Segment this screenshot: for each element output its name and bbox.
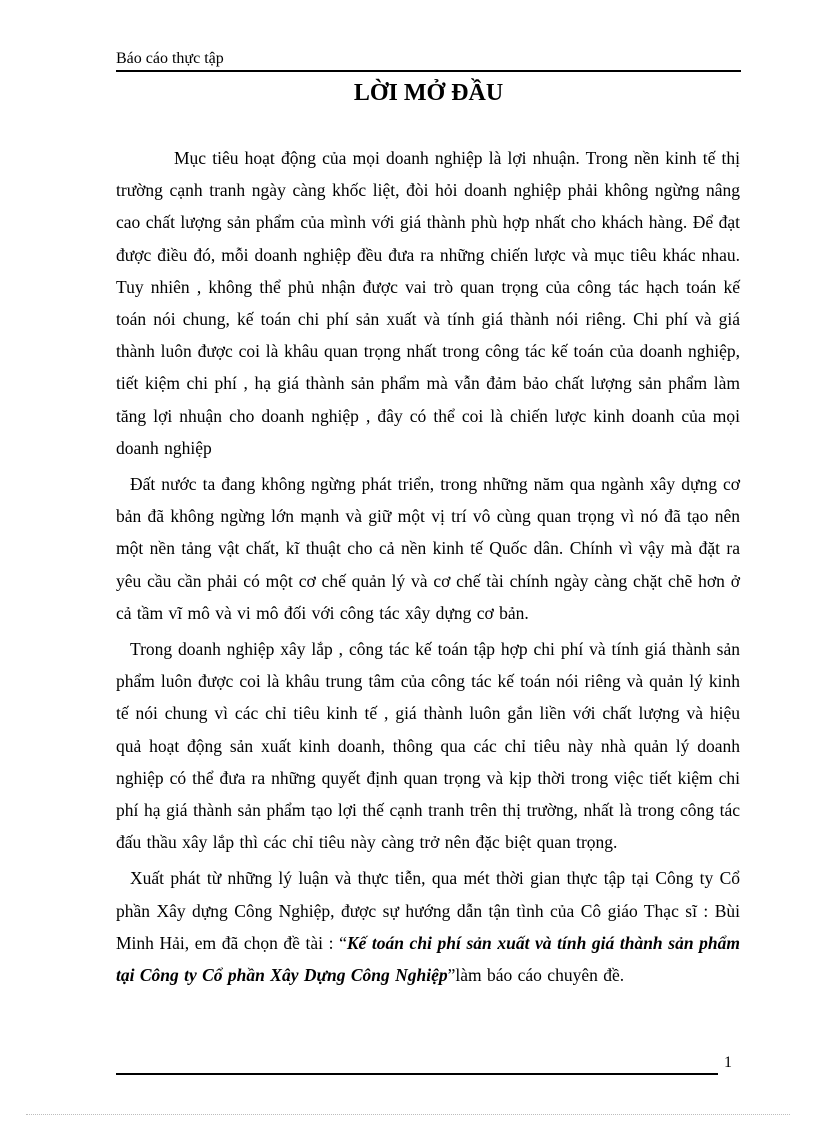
paragraph-4-ending: ”làm báo cáo chuyên đề. [447,965,625,986]
footer-divider [116,1073,718,1075]
paragraph-1: Mục tiêu hoạt động của mọi doanh nghiệp là lợi nhuận. Trong nền kinh tế thị trường cạnh tranh ngày càng khốc liệt, đòi hỏi doanh nghiệp phải không ngừng nâng cao chất lượng sản phẩm của mình với giá thành phù hợp nhất cho khách hàng. Để đạt được điều đó, mỗi doanh nghiệp đều đưa ra những chiến lược và mục tiêu khác nhau. Tuy nhiên , không thể phủ nhận được vai trò quan trọng của công tác hạch toán kế toán nói chung, kế toán chi phí sản xuất và tính giá thành nói riêng. Chi phí và giá thành luôn được coi là khâu quan trọng nhất trong công tác kế toán của doanh nghiệp, tiết kiệm chi phí , hạ giá thành sản phẩm mà vẫn đảm bảo chất lượng sản phẩm làm tăng lợi nhuận cho doanh nghiệp , đây có thể coi là chiến lược kinh doanh của mọi doanh nghiệp [116,148,740,458]
thesis-topic: Kế toán chi phí sản xuất và tính giá thành sản phẩm tại Công ty Cổ phần Xây Dựng Công Nghiệp [116,932,740,986]
paragraph-4-text: Xuất phát từ những lý luận và thực tiễn, qua mét thời gian thực tập tại Công ty Cổ phần Xây dựng Công Nghiệp, được sự hướng dẫn tận tình của Cô giáo Thạc sĩ : Bùi Minh Hải, em đã chọn đề tài : “ [116,868,740,953]
running-header [116,48,741,72]
header-text: Báo cáo thực tập [116,50,224,67]
page-edge-divider [26,1114,790,1115]
paragraph-3: Trong doanh nghiệp xây lắp , công tác kế toán tập hợp chi phí và tính giá thành sản phẩm luôn được coi là khâu trung tâm của công tác kế toán nói riêng và quản lý kinh tế nói chung vì các chỉ tiêu kinh tế , giá thành luôn gắn liền với chất lượng và hiệu quả hoạt động sản xuất kinh doanh, thông qua các chỉ tiêu này nhà quản lý doanh nghiệp có thể đưa ra những quyết định quan trọng và kịp thời trong việc tiết kiệm chi phí hạ giá thành sản phẩm tạo lợi thế cạnh tranh trên thị trường, nhất là trong công tác đấu thầu xây lắp thì các chỉ tiêu này càng trở nên đặc biệt quan trọng. [116,639,740,853]
page-number: 1 [724,1054,732,1071]
paragraph-2: Đất nước ta đang không ngừng phát triển, trong những năm qua ngành xây dựng cơ bản đã không ngừng lớn mạnh và giữ một vị trí vô cùng quan trọng vì nó đã tạo nên một nền tảng vật chất, kĩ thuật cho cả nền kinh tế Quốc dân. Chính vì vậy mà đặt ra yêu cầu cần phải có một cơ chế quản lý và cơ chế tài chính ngày càng chặt chẽ hơn ở cả tầm vĩ mô và vi mô đối với công tác xây dựng cơ bản. [116,474,740,623]
paragraph-4 [116,862,740,991]
document-body [116,142,740,991]
page-title: LỜI MỞ ĐẦU [353,80,504,106]
